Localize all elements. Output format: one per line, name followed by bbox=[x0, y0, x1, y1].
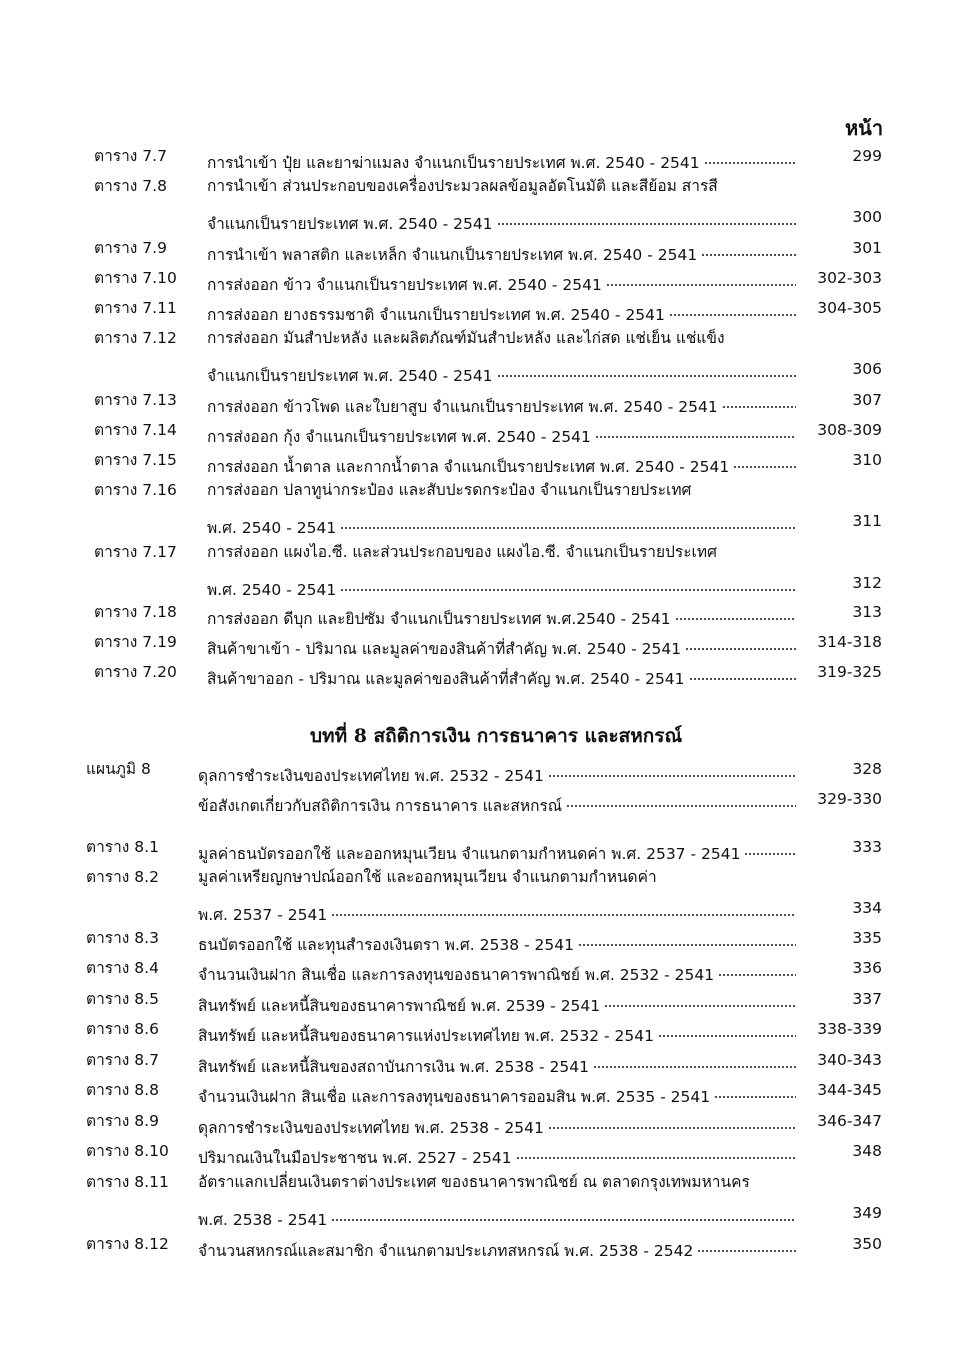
toc-entry-line[interactable] bbox=[0, 205, 966, 233]
entry-title bbox=[198, 1048, 796, 1079]
page-number: 308-309 bbox=[817, 421, 882, 439]
entry-label: ตาราง 8.11 bbox=[86, 1173, 169, 1191]
entry-label: ตาราง 8.10 bbox=[86, 1142, 169, 1160]
dot-leader bbox=[714, 1078, 796, 1102]
toc-entry-line[interactable] bbox=[0, 787, 966, 815]
dot-leader bbox=[704, 144, 796, 168]
entry-title bbox=[198, 1232, 796, 1263]
entry-title bbox=[198, 1078, 796, 1109]
entry-label: ตาราง 7.7 bbox=[94, 147, 167, 165]
entry-label: ตาราง 7.18 bbox=[94, 603, 177, 621]
entry-title-text: พ.ศ. 2538 - 2541 bbox=[198, 1211, 328, 1229]
entry-label: ตาราง 8.7 bbox=[86, 1051, 159, 1069]
entry-label: ตาราง 7.15 bbox=[94, 451, 177, 469]
entry-title-text: การส่งออก น้ำตาล และกากน้ำตาล จำแนกเป็นรายประเทศ พ.ศ. 2540 - 2541 bbox=[207, 458, 730, 476]
dot-leader bbox=[516, 1139, 796, 1163]
dot-leader bbox=[331, 896, 796, 920]
entry-title bbox=[198, 865, 796, 889]
entry-title-text: พ.ศ. 2540 - 2541 bbox=[207, 581, 337, 599]
toc-entry-line[interactable] bbox=[0, 660, 966, 688]
toc-entry-line[interactable] bbox=[0, 896, 966, 924]
page-number: 313 bbox=[852, 603, 882, 621]
toc-entry-line[interactable] bbox=[0, 509, 966, 537]
toc-entry-line[interactable] bbox=[0, 388, 966, 416]
entry-title-text: สินทรัพย์ และหนี้สินของสถาบันการเงิน พ.ศ. 2538 - 2541 bbox=[198, 1058, 589, 1076]
entry-label: ตาราง 7.19 bbox=[94, 633, 177, 651]
page-number: 349 bbox=[852, 1204, 882, 1222]
entry-label: ตาราง 7.8 bbox=[94, 177, 167, 195]
entry-label: แผนภูมิ 8 bbox=[86, 760, 151, 778]
toc-entry-line[interactable] bbox=[0, 926, 966, 954]
toc-entry-line[interactable] bbox=[0, 1048, 966, 1076]
dot-leader bbox=[497, 205, 796, 229]
entry-title-text: การส่งออก ยางธรรมชาติ จำแนกเป็นรายประเทศ พ.ศ. 2540 - 2541 bbox=[207, 306, 665, 324]
page-number: 344-345 bbox=[817, 1081, 882, 1099]
toc-entry-line[interactable] bbox=[0, 1232, 966, 1260]
toc-entry-line[interactable] bbox=[0, 266, 966, 294]
entry-title-text: การนำเข้า ปุ๋ย และยาฆ่าแมลง จำแนกเป็นรายประเทศ พ.ศ. 2540 - 2541 bbox=[207, 154, 700, 172]
page-number: 340-343 bbox=[817, 1051, 882, 1069]
dot-leader bbox=[595, 418, 796, 442]
entry-label: ตาราง 7.9 bbox=[94, 239, 167, 257]
toc-entry-line[interactable] bbox=[0, 630, 966, 658]
page-number: 338-339 bbox=[817, 1020, 882, 1038]
entry-title bbox=[198, 1109, 796, 1140]
entry-title-text: การส่งออก มันสำปะหลัง และผลิตภัณฑ์มันสำปะหลัง และไก่สด แช่เย็น แช่แข็ง bbox=[207, 329, 725, 347]
entry-label: ตาราง 7.14 bbox=[94, 421, 177, 439]
page-number: 346-347 bbox=[817, 1112, 882, 1130]
entry-label: ตาราง 7.13 bbox=[94, 391, 177, 409]
page-number: 299 bbox=[852, 147, 882, 165]
dot-leader bbox=[689, 660, 796, 684]
entry-title bbox=[207, 448, 796, 479]
dot-leader bbox=[578, 926, 796, 950]
entry-title bbox=[198, 987, 796, 1018]
entry-title bbox=[207, 478, 796, 502]
entry-title-text: อัตราแลกเปลี่ยนเงินตราต่างประเทศ ของธนาคารพาณิชย์ ณ ตลาดกรุงเทพมหานคร bbox=[198, 1173, 750, 1191]
entry-title-text: ปริมาณเงินในมือประชาชน พ.ศ. 2527 - 2541 bbox=[198, 1149, 512, 1167]
page-number: 336 bbox=[852, 959, 882, 977]
entry-title-text: การส่งออก ข้าว จำแนกเป็นรายประเทศ พ.ศ. 2540 - 2541 bbox=[207, 276, 602, 294]
toc-entry-line[interactable] bbox=[0, 296, 966, 324]
page-column-header: หน้า bbox=[845, 116, 884, 140]
entry-label: ตาราง 8.3 bbox=[86, 929, 159, 947]
toc-entry-line[interactable] bbox=[0, 144, 966, 172]
entry-title bbox=[198, 1201, 796, 1232]
entry-title-text: การนำเข้า ส่วนประกอบของเครื่องประมวลผลข้อมูลอัตโนมัติ และสีย้อม สารสี bbox=[207, 177, 718, 195]
entry-title bbox=[198, 835, 796, 866]
page-number: 301 bbox=[852, 239, 882, 257]
chapter-heading: บทที่ 8 สถิติการเงิน การธนาคาร และสหกรณ์ bbox=[310, 725, 683, 747]
entry-title-text: การนำเข้า พลาสติก และเหล็ก จำแนกเป็นรายประเทศ พ.ศ. 2540 - 2541 bbox=[207, 246, 698, 264]
entry-title-text: มูลค่าธนบัตรออกใช้ และออกหมุนเวียน จำแนกตามกำหนดค่า พ.ศ. 2537 - 2541 bbox=[198, 845, 741, 863]
toc-entry-line[interactable] bbox=[0, 1139, 966, 1167]
page-number: 306 bbox=[852, 360, 882, 378]
entry-label: ตาราง 8.5 bbox=[86, 990, 159, 1008]
dot-leader bbox=[658, 1017, 796, 1041]
page-number: 329-330 bbox=[817, 790, 882, 808]
dot-leader bbox=[593, 1048, 796, 1072]
entry-title bbox=[198, 956, 796, 987]
entry-label: ตาราง 7.16 bbox=[94, 481, 177, 499]
page-number: 333 bbox=[852, 838, 882, 856]
toc-entry-line[interactable] bbox=[0, 987, 966, 1015]
page-number: 334 bbox=[852, 899, 882, 917]
entry-title-text: สินค้าขาเข้า - ปริมาณ และมูลค่าของสินค้าที่สำคัญ พ.ศ. 2540 - 2541 bbox=[207, 640, 682, 658]
entry-label: ตาราง 8.4 bbox=[86, 959, 159, 977]
entry-title-text: การส่งออก แผงไอ.ซี. และส่วนประกอบของ แผงไอ.ซี. จำแนกเป็นรายประเทศ bbox=[207, 543, 717, 561]
page-number: 335 bbox=[852, 929, 882, 947]
entry-title-text: มูลค่าเหรียญกษาปณ์ออกใช้ และออกหมุนเวียน จำแนกตามกำหนดค่า bbox=[198, 868, 657, 886]
toc-entry-line[interactable] bbox=[0, 757, 966, 785]
toc-entry-line[interactable] bbox=[0, 1170, 966, 1194]
entry-title bbox=[198, 896, 796, 927]
entry-title-text: สินทรัพย์ และหนี้สินของธนาคารแห่งประเทศไทย พ.ศ. 2532 - 2541 bbox=[198, 1027, 654, 1045]
entry-title bbox=[207, 236, 796, 267]
entry-title bbox=[198, 787, 796, 818]
entry-title bbox=[207, 357, 796, 388]
entry-title-text: พ.ศ. 2537 - 2541 bbox=[198, 906, 328, 924]
toc-entry-line[interactable] bbox=[0, 956, 966, 984]
entry-title bbox=[207, 388, 796, 419]
toc-entry-line[interactable] bbox=[0, 174, 966, 198]
entry-title-text: การส่งออก ปลาทูน่ากระป๋อง และสับปะรดกระป๋อง จำแนกเป็นรายประเทศ bbox=[207, 481, 692, 499]
dot-leader bbox=[722, 388, 796, 412]
page-number: 302-303 bbox=[817, 269, 882, 287]
entry-title bbox=[198, 757, 796, 788]
dot-leader bbox=[340, 571, 796, 595]
page-number: 337 bbox=[852, 990, 882, 1008]
entry-title-text: จำนวนเงินฝาก สินเชื่อ และการลงทุนของธนาคารพาณิชย์ พ.ศ. 2532 - 2541 bbox=[198, 966, 715, 984]
page-number: 350 bbox=[852, 1235, 882, 1253]
page-number: 328 bbox=[852, 760, 882, 778]
entry-title-text: ดุลการชำระเงินของประเทศไทย พ.ศ. 2532 - 2541 bbox=[198, 767, 544, 785]
entry-title-text: ข้อสังเกตเกี่ยวกับสถิติการเงิน การธนาคาร และสหกรณ์ bbox=[198, 797, 563, 815]
dot-leader bbox=[675, 600, 796, 624]
page-number: 314-318 bbox=[817, 633, 882, 651]
entry-label: ตาราง 8.8 bbox=[86, 1081, 159, 1099]
entry-title bbox=[207, 174, 796, 198]
page-number: 348 bbox=[852, 1142, 882, 1160]
entry-title bbox=[198, 1170, 796, 1194]
entry-title bbox=[207, 326, 796, 350]
entry-title bbox=[198, 1139, 796, 1170]
dot-leader bbox=[701, 236, 796, 260]
toc-entry-line[interactable] bbox=[0, 478, 966, 502]
entry-label: ตาราง 8.6 bbox=[86, 1020, 159, 1038]
entry-title-text: จำนวนเงินฝาก สินเชื่อ และการลงทุนของธนาคารออมสิน พ.ศ. 2535 - 2541 bbox=[198, 1088, 711, 1106]
page-number: 310 bbox=[852, 451, 882, 469]
toc-entry-line[interactable] bbox=[0, 326, 966, 350]
entry-title bbox=[207, 600, 796, 631]
entry-title-text: สินทรัพย์ และหนี้สินของธนาคารพาณิชย์ พ.ศ. 2539 - 2541 bbox=[198, 997, 601, 1015]
toc-entry-line[interactable] bbox=[0, 1109, 966, 1137]
page-number: 319-325 bbox=[817, 663, 882, 681]
dot-leader bbox=[685, 630, 796, 654]
entry-label: ตาราง 7.20 bbox=[94, 663, 177, 681]
toc-entry-line[interactable] bbox=[0, 1078, 966, 1106]
dot-leader bbox=[744, 835, 796, 859]
dot-leader bbox=[733, 448, 796, 472]
entry-title-text: การส่งออก ข้าวโพด และใบยาสูบ จำแนกเป็นรายประเทศ พ.ศ. 2540 - 2541 bbox=[207, 398, 718, 416]
entry-title-text: การส่งออก กุ้ง จำแนกเป็นรายประเทศ พ.ศ. 2540 - 2541 bbox=[207, 428, 591, 446]
toc-entry-line[interactable] bbox=[0, 418, 966, 446]
toc-entry-line[interactable] bbox=[0, 865, 966, 889]
entry-title-text: การส่งออก ดีบุก และยิปซัม จำแนกเป็นรายประเทศ พ.ศ.2540 - 2541 bbox=[207, 610, 671, 628]
entry-title-text: จำแนกเป็นรายประเทศ พ.ศ. 2540 - 2541 bbox=[207, 367, 493, 385]
entry-title bbox=[207, 509, 796, 540]
entry-title-text: ธนบัตรออกใช้ และทุนสำรองเงินตรา พ.ศ. 2538 - 2541 bbox=[198, 936, 574, 954]
toc-entry-line[interactable] bbox=[0, 357, 966, 385]
entry-title-text: พ.ศ. 2540 - 2541 bbox=[207, 519, 337, 537]
page-number: 312 bbox=[852, 574, 882, 592]
dot-leader bbox=[606, 266, 796, 290]
toc-entry-line[interactable] bbox=[0, 1201, 966, 1229]
dot-leader bbox=[566, 787, 796, 811]
entry-title-text: จำนวนสหกรณ์และสมาชิก จำแนกตามประเภทสหกรณ์ พ.ศ. 2538 - 2542 bbox=[198, 1242, 694, 1260]
entry-title bbox=[207, 296, 796, 327]
dot-leader bbox=[497, 357, 796, 381]
dot-leader bbox=[669, 296, 796, 320]
entry-label: ตาราง 8.2 bbox=[86, 868, 159, 886]
entry-title bbox=[207, 630, 796, 661]
toc-entry-line[interactable] bbox=[0, 236, 966, 264]
entry-title-text: ดุลการชำระเงินของประเทศไทย พ.ศ. 2538 - 2541 bbox=[198, 1119, 544, 1137]
dot-leader bbox=[331, 1201, 796, 1225]
entry-title bbox=[198, 926, 796, 957]
dot-leader bbox=[697, 1232, 796, 1256]
dot-leader bbox=[604, 987, 796, 1011]
dot-leader bbox=[548, 757, 796, 781]
dot-leader bbox=[718, 956, 796, 980]
entry-label: ตาราง 7.12 bbox=[94, 329, 177, 347]
entry-title bbox=[207, 266, 796, 297]
entry-title bbox=[207, 144, 796, 175]
entry-title bbox=[207, 540, 796, 564]
entry-title bbox=[198, 1017, 796, 1048]
entry-label: ตาราง 7.17 bbox=[94, 543, 177, 561]
entry-title bbox=[207, 571, 796, 602]
entry-title bbox=[207, 205, 796, 236]
entry-label: ตาราง 8.9 bbox=[86, 1112, 159, 1130]
entry-title bbox=[207, 418, 796, 449]
entry-title-text: จำแนกเป็นรายประเทศ พ.ศ. 2540 - 2541 bbox=[207, 215, 493, 233]
toc-entry-line[interactable] bbox=[0, 540, 966, 564]
toc-entry-line[interactable] bbox=[0, 835, 966, 863]
toc-entry-line[interactable] bbox=[0, 448, 966, 476]
page-number: 307 bbox=[852, 391, 882, 409]
page-number: 311 bbox=[852, 512, 882, 530]
toc-entry-line[interactable] bbox=[0, 600, 966, 628]
entry-label: ตาราง 7.11 bbox=[94, 299, 177, 317]
page-number: 300 bbox=[852, 208, 882, 226]
entry-label: ตาราง 8.1 bbox=[86, 838, 159, 856]
entry-title bbox=[207, 660, 796, 691]
entry-label: ตาราง 8.12 bbox=[86, 1235, 169, 1253]
dot-leader bbox=[548, 1109, 796, 1133]
entry-title-text: สินค้าขาออก - ปริมาณ และมูลค่าของสินค้าที่สำคัญ พ.ศ. 2540 - 2541 bbox=[207, 670, 685, 688]
page-number: 304-305 bbox=[817, 299, 882, 317]
dot-leader bbox=[340, 509, 796, 533]
toc-entry-line[interactable] bbox=[0, 571, 966, 599]
entry-label: ตาราง 7.10 bbox=[94, 269, 177, 287]
toc-entry-line[interactable] bbox=[0, 1017, 966, 1045]
